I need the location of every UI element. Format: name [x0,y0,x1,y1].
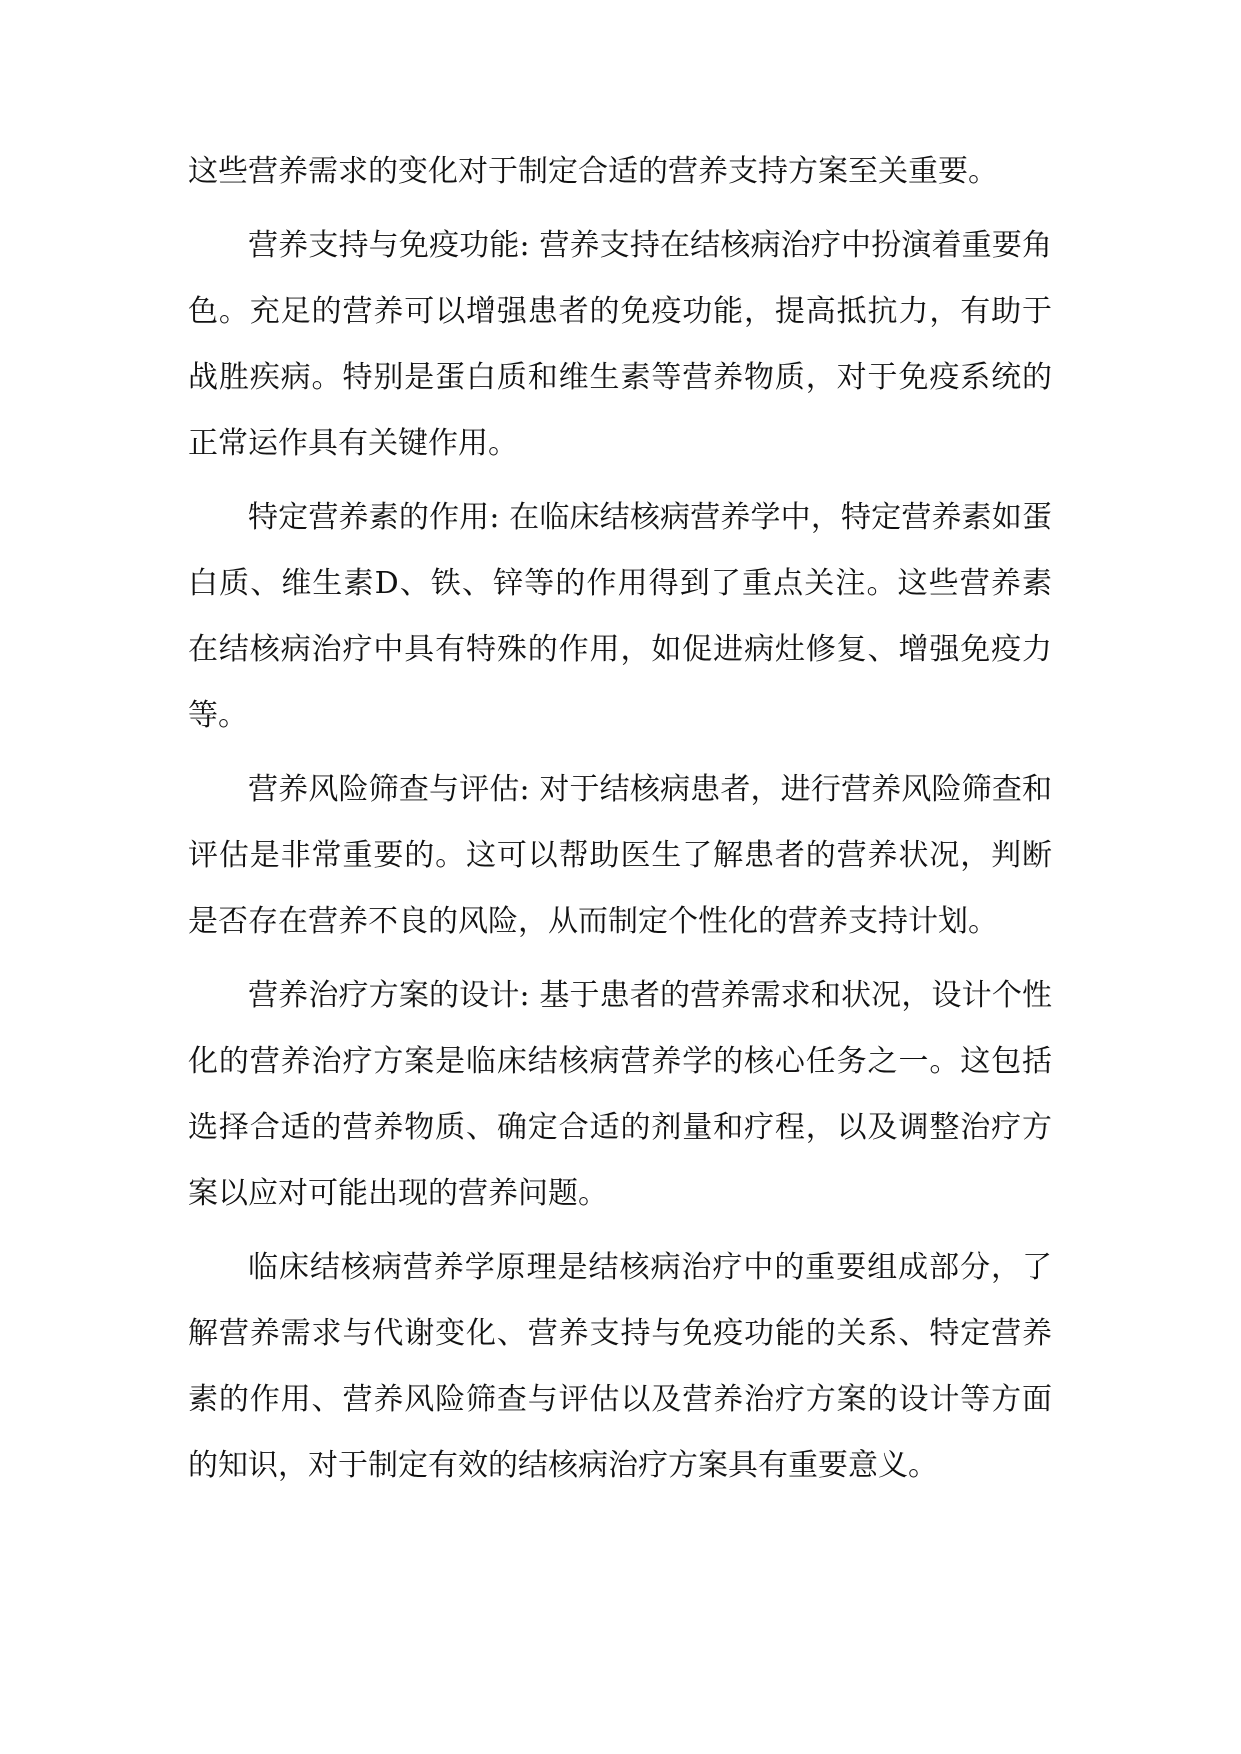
document-body [188,139,1052,1507]
paragraph-nutrition-immunity: 营养支持与免疫功能: 营养支持在结核病治疗中扮演着重要角色。充足的营养可以增强患者的免疫功能，提高抵抗力，有助于战胜疾病。特别是蛋白质和维生素等营养物质，对于免疫系统的正常运作具有关键作用。 [188,228,1052,461]
paragraph-specific-nutrients: 特定营养素的作用: 在临床结核病营养学中，特定营养素如蛋白质、维生素D、铁、锌等的作用得到了重点关注。这些营养素在结核病治疗中具有特殊的作用，如促进病灶修复、增强免疫力等。 [188,500,1052,733]
paragraph-treatment-design: 营养治疗方案的设计: 基于患者的营养需求和状况，设计个性化的营养治疗方案是临床结核病营养学的核心任务之一。这包括选择合适的营养物质、确定合适的剂量和疗程，以及调整治疗方案以应对可能出现的营养问题。 [188,978,1052,1211]
paragraph-risk-screening: 营养风险筛查与评估: 对于结核病患者，进行营养风险筛查和评估是非常重要的。这可以帮助医生了解患者的营养状况，判断是否存在营养不良的风险，从而制定个性化的营养支持计划。 [188,772,1052,939]
paragraph-continuation: 这些营养需求的变化对于制定合适的营养支持方案至关重要。 [188,154,998,189]
paragraph-summary: 临床结核病营养学原理是结核病治疗中的重要组成部分，了解营养需求与代谢变化、营养支持与免疫功能的关系、特定营养素的作用、营养风险筛查与评估以及营养治疗方案的设计等方面的知识，对于制定有效的结核病治疗方案具有重要意义。 [188,1250,1052,1483]
